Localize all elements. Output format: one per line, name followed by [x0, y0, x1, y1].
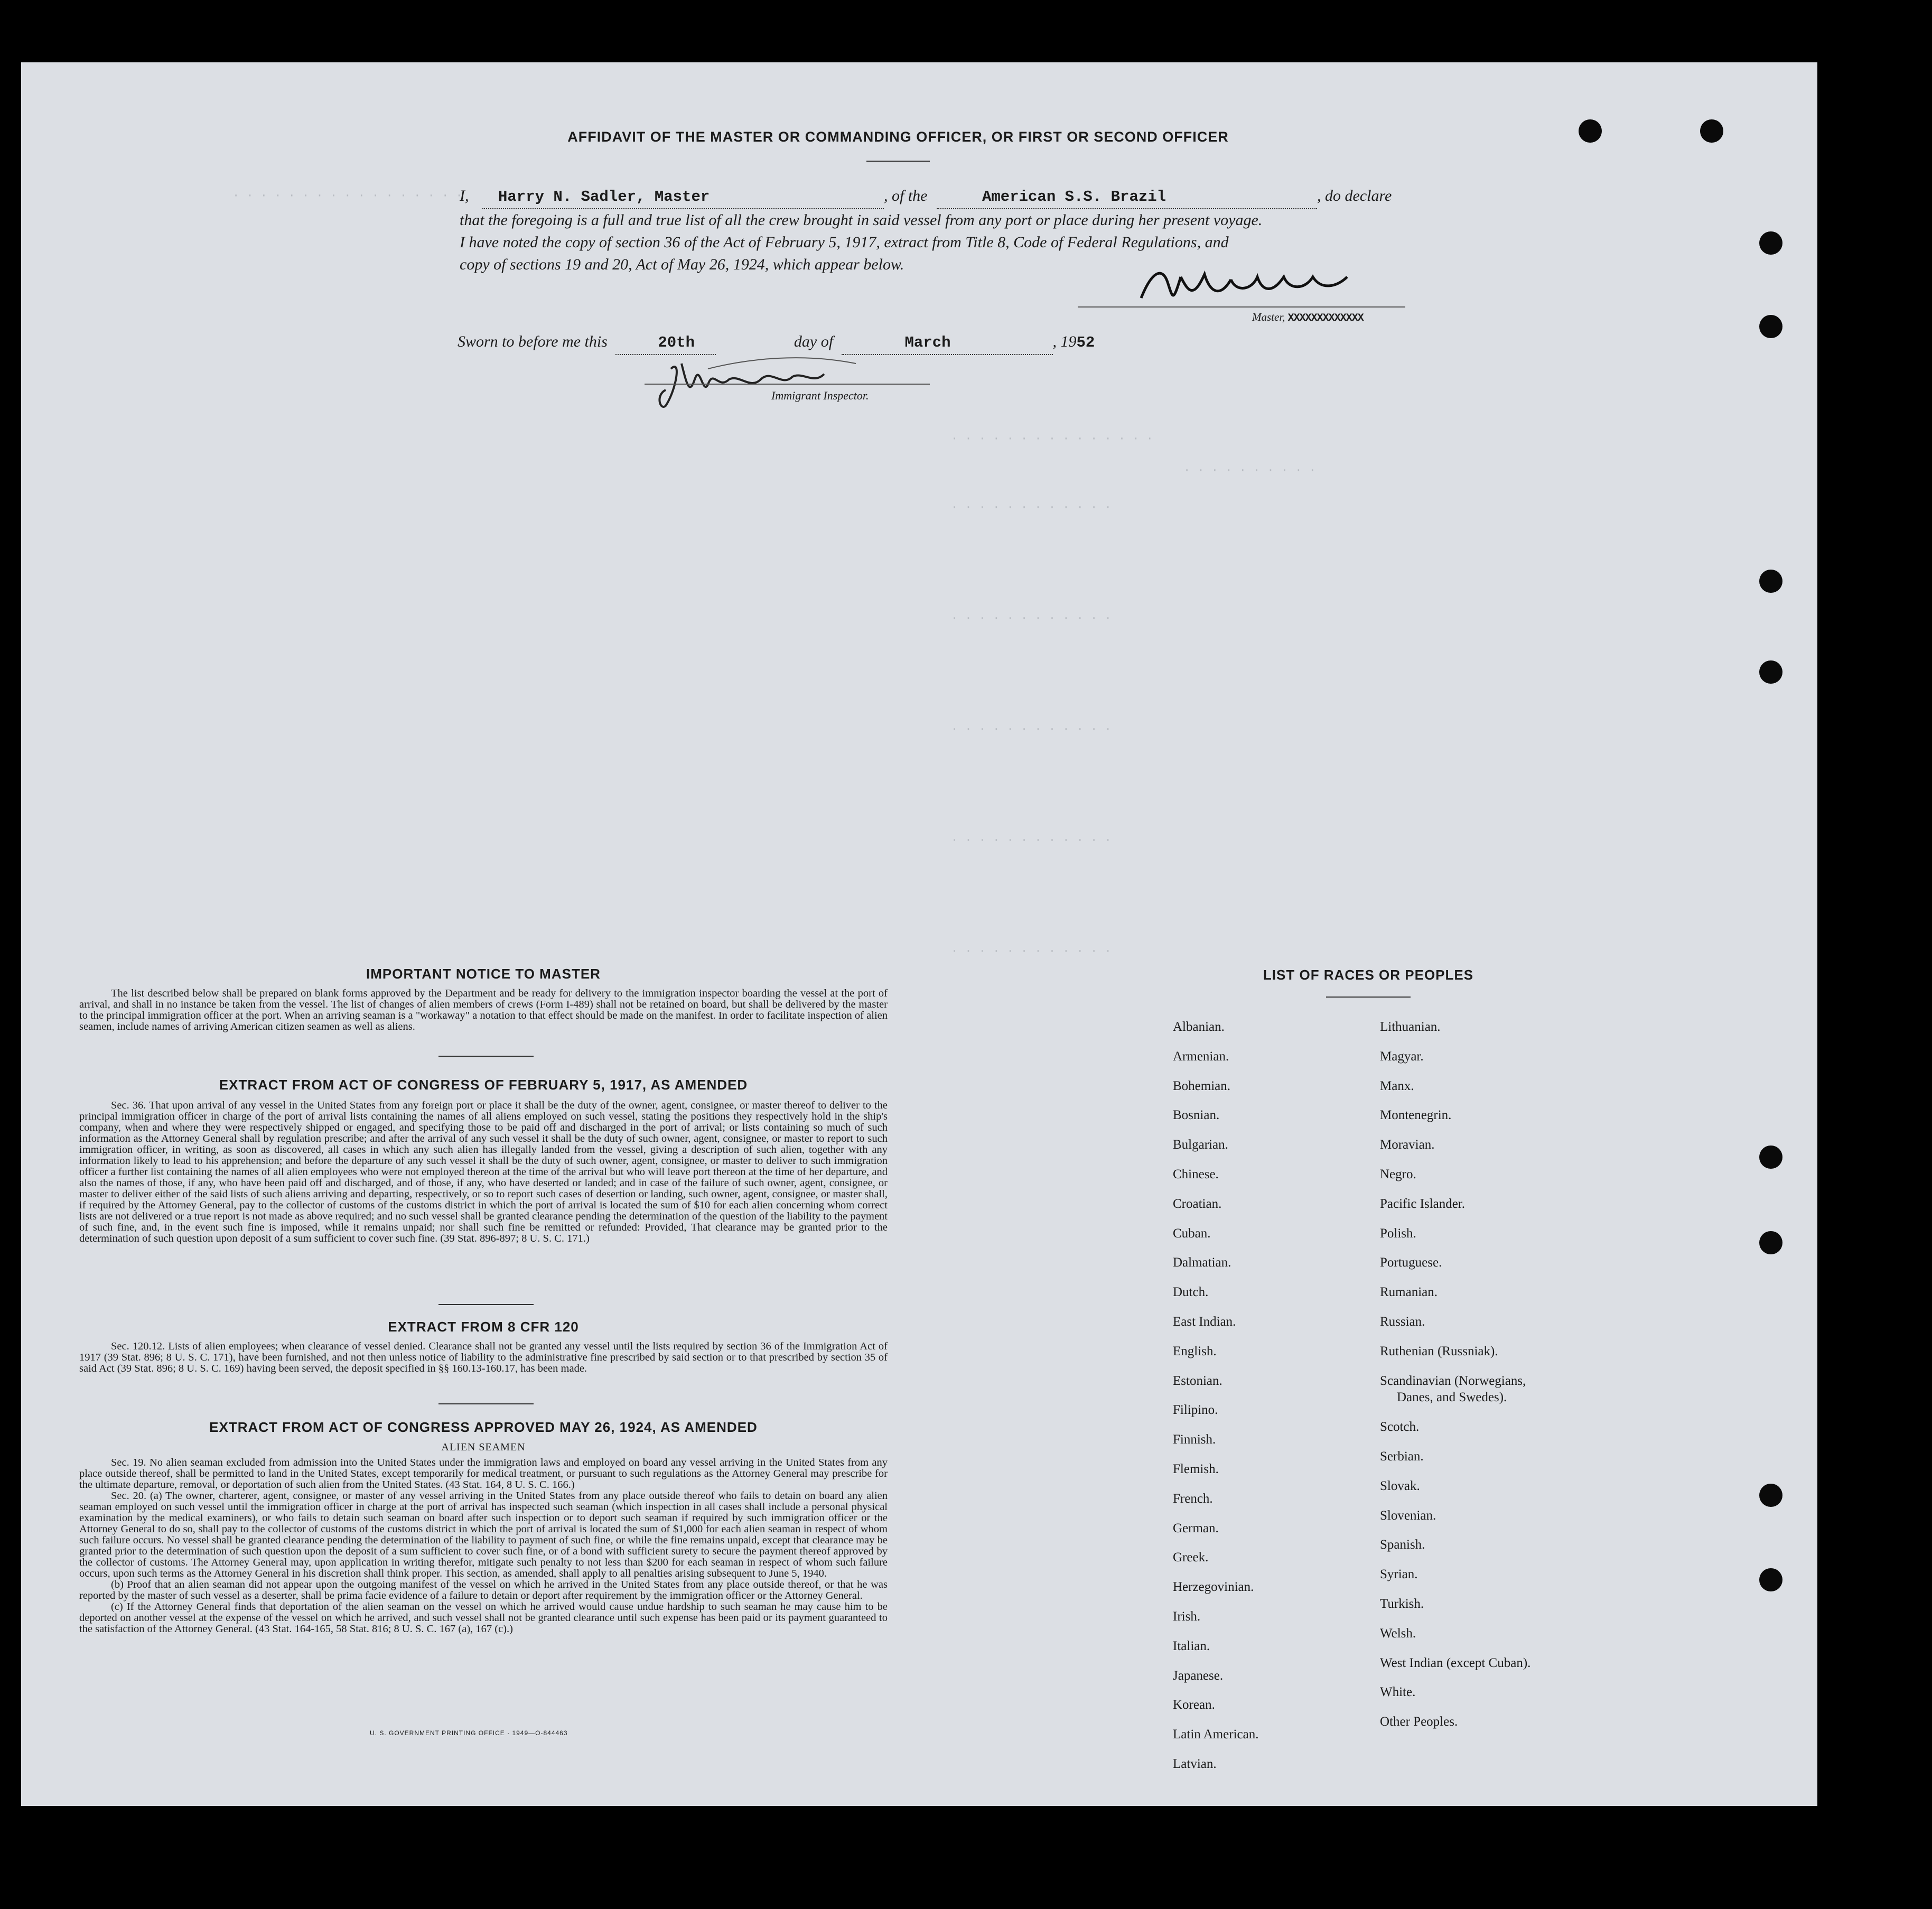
race-item: French. — [1173, 1491, 1213, 1506]
race-item: Armenian. — [1173, 1049, 1229, 1064]
extract-1917-title: EXTRACT FROM ACT OF CONGRESS OF FEBRUARY 5, 1917, AS AMENDED — [219, 1077, 748, 1093]
extract-cfr-rule — [438, 1403, 534, 1404]
master-title — [1252, 311, 1364, 324]
affidavit-title: AFFIDAVIT OF THE MASTER OR COMMANDING OFFICER, OR FIRST OR SECOND OFFICER — [567, 129, 1229, 145]
binder-hole-icon — [1759, 315, 1782, 338]
race-item: Danes, and Swedes). — [1397, 1390, 1507, 1405]
races-right-column — [1380, 1012, 1530, 1737]
vessel-name: American S.S. Brazil — [982, 188, 1166, 206]
race-item: Italian. — [1173, 1638, 1210, 1653]
race-item: Rumanian. — [1380, 1285, 1438, 1300]
race-item: Estonian. — [1173, 1373, 1222, 1388]
notice-body: The list described below shall be prepared on blank forms approved by the Department and be ready for delivery to the immigration inspector boarding the vessel at the port of arrival, and shall in no instance be taken from the vessel. The list of changes of alien members of crews (Form I-489) shall not be retained on board, but shall be delivered by the master to the principal immigration officer at the port. When an arriving seaman is a "workaway" a notation to that effect should be made on the manifest. In order to facilitate inspection of alien seamen, include names of arriving American citizen seamen as well as aliens. — [79, 988, 888, 1032]
declaration-line-3: I have noted the copy of section 36 of the Act of February 5, 1917, extract from Title 8, Code of Federal Regulations, and — [460, 234, 1229, 251]
race-item: East Indian. — [1173, 1314, 1236, 1329]
sworn-month: March — [904, 334, 951, 351]
races-left-column — [1173, 1012, 1258, 1779]
race-item: Dalmatian. — [1173, 1255, 1231, 1270]
race-item: English. — [1173, 1344, 1217, 1358]
year-prefix: , 19 — [1052, 333, 1077, 350]
race-item: Russian. — [1380, 1314, 1425, 1329]
race-item: Albanian. — [1173, 1020, 1225, 1034]
sec-20b-paragraph: (b) Proof that an alien seaman did not appear upon the outgoing manifest of the vessel on which he arrived in the United States from any place outside thereof, or that he was reported by the master of such vessel as a deserter, shall be prima facie evidence of a failure to detain or deport after requirement by the immigration officer or the Attorney General. — [79, 1579, 888, 1601]
race-item: Chinese. — [1173, 1167, 1219, 1181]
race-item: Japanese. — [1173, 1668, 1224, 1683]
binder-hole-icon — [1759, 1568, 1782, 1591]
year-suffix: 52 — [1076, 334, 1095, 351]
binder-hole-icon — [1759, 1484, 1782, 1507]
of-the-label: , of the — [884, 187, 928, 204]
extract-1924-title: EXTRACT FROM ACT OF CONGRESS APPROVED MAY 26, 1924, AS AMENDED — [209, 1419, 758, 1435]
race-item: Croatian. — [1173, 1196, 1222, 1211]
race-item: Herzegovinian. — [1173, 1580, 1254, 1595]
binder-hole-icon — [1759, 660, 1782, 684]
race-item: Serbian. — [1380, 1449, 1424, 1464]
race-item: Slovenian. — [1380, 1508, 1436, 1523]
master-signature-line — [1078, 306, 1405, 308]
races-title: LIST OF RACES OR PEOPLES — [1263, 967, 1474, 983]
race-item: Irish. — [1173, 1609, 1201, 1624]
sec-20c-paragraph: (c) If the Attorney General finds that deportation of the alien seaman on the vessel on which he arrived would cause undue hardship to such seaman he may cause him to be deported on another vessel at the expense of the vessel on which he arrived, and such vessel shall not be granted clearance until such expense has been paid or its payment guaranteed to the satisfaction of the Attorney General. (43 Stat. 164-165, 58 Stat. 816; 8 U. S. C. 167 (a), 167 (c).) — [79, 1601, 888, 1635]
race-item: Other Peoples. — [1380, 1715, 1458, 1729]
race-item: Filipino. — [1173, 1403, 1218, 1418]
race-item: Cuban. — [1173, 1226, 1211, 1241]
race-item: Pacific Islander. — [1380, 1196, 1466, 1211]
do-declare-label: , do declare — [1317, 187, 1392, 204]
race-item: Scandinavian (Norwegians, — [1380, 1373, 1526, 1388]
binder-hole-icon — [1759, 231, 1782, 255]
race-item: Syrian. — [1380, 1567, 1418, 1582]
declaration-line-4: copy of sections 19 and 20, Act of May 26, 1924, which appear below. — [460, 256, 904, 273]
extract-1924-subtitle: ALIEN SEAMEN — [441, 1441, 526, 1453]
sec-19-paragraph: Sec. 19. No alien seaman excluded from admission into the United States under the immigration laws and employed on board any vessel arriving in the United States from any place outside thereof, shall be permitted to land in the United States, except temporarily for medical treatment, or pursuant to such regulations as the Attorney General may prescribe for the ultimate departure, removal, or deportation of such alien from the United States. (43 Stat. 164, 8 U. S. C. 166.) — [79, 1457, 888, 1491]
race-item: Montenegrin. — [1380, 1108, 1452, 1123]
race-item: Magyar. — [1380, 1049, 1424, 1064]
declaration-line-2: that the foregoing is a full and true list of all the crew brought in said vessel from any port or place during her present voyage. — [460, 211, 1263, 229]
inspector-label: Immigrant Inspector. — [771, 389, 869, 402]
notice-rule — [438, 1056, 534, 1057]
extract-1924-body — [79, 1457, 888, 1635]
inspector-signature — [645, 348, 877, 416]
race-item: Scotch. — [1380, 1420, 1420, 1435]
race-item: Negro. — [1380, 1167, 1416, 1181]
race-item: Bosnian. — [1173, 1108, 1220, 1123]
inspector-signature-line — [645, 384, 930, 385]
printer-imprint: U. S. GOVERNMENT PRINTING OFFICE · 1949—O-844463 — [370, 1729, 568, 1737]
race-item: Bohemian. — [1173, 1078, 1231, 1093]
binder-hole-icon — [1700, 119, 1723, 143]
race-item: Moravian. — [1380, 1138, 1435, 1152]
declarant-prefix: I, — [460, 187, 469, 204]
binder-hole-icon — [1759, 1146, 1782, 1169]
race-item: Bulgarian. — [1173, 1138, 1228, 1152]
race-item: Finnish. — [1173, 1432, 1216, 1447]
struck-title: XXXXXXXXXXXXX — [1287, 312, 1364, 324]
race-item: Latin American. — [1173, 1727, 1259, 1742]
race-item: German. — [1173, 1521, 1219, 1535]
day-of-label: day of — [794, 333, 834, 350]
declarant-name: Harry N. Sadler, Master — [498, 188, 710, 206]
master-label: Master, — [1252, 311, 1285, 323]
master-signature — [1131, 261, 1405, 309]
race-item: Turkish. — [1380, 1596, 1424, 1611]
race-item: West Indian (except Cuban). — [1380, 1655, 1531, 1670]
race-item: Slovak. — [1380, 1478, 1420, 1493]
race-item: Latvian. — [1173, 1756, 1217, 1771]
race-item: Ruthenian (Russniak). — [1380, 1344, 1498, 1358]
binder-hole-icon — [1579, 119, 1602, 143]
race-item: Korean. — [1173, 1698, 1215, 1712]
race-item: Manx. — [1380, 1078, 1414, 1093]
extract-1917-rule — [438, 1304, 534, 1305]
affidavit-title-rule — [866, 161, 930, 162]
races-title-rule — [1326, 997, 1411, 998]
sworn-day: 20th — [658, 334, 695, 351]
extract-1917-body: Sec. 36. That upon arrival of any vessel in the United States from any foreign port or place it shall be the duty of the owner, agent, consignee, or master thereof to deliver to the principal immigration officer in charge of the port of arrival lists containing the names of all aliens employed on such vessel, stating the positions they respectively hold in the ship's company, when and where they were respectively shipped or engaged, and specifying those to be paid off and discharged in the port of arrival; or lists containing so much of such information as the Attorney General shall by regulation prescribe; and after the arrival of any such vessel it shall be the duty of such owner, agent, consignee, or master to report to such immigration officer, in writing, as soon as discovered, all cases in which any such alien has illegally landed from the vessel, giving a description of such alien, together with any information likely to lead to his apprehension; and before the departure of any such vessel it shall be the duty of such owner, agent, consignee, or master to deliver to such immigration officer a further list containing the names of all alien employees who were not employed thereon at the time of the arrival but who will leave port thereon at the time of her departure, and also the names of those, if any, who have been paid off and discharged, and of those, if any, who have deserted or landed; and in case of the failure of such owner, agent, consignee, or master to deliver either of the said lists of such aliens arriving and departing, respectively, or so to report such cases of desertion or landing, such owner, agent, consignee, or master shall, if required by the Attorney General, pay to the collector of customs of the customs district in which the port of arrival is located the sum of $10 for each alien concerning whom correct lists are not delivered or a true report is not made as above required; and no such vessel shall be granted clearance pending the determination of the question of the liability to the payment of such fine, and, in the event such fine is imposed, while it remains unpaid; nor shall such fine be remitted or refunded: Provided, That clearance may be granted prior to the determination of such question upon deposit of a sum sufficient to cover such fine. (39 Stat. 896-897; 8 U. S. C. 171.) — [79, 1100, 888, 1244]
race-item: Spanish. — [1380, 1538, 1425, 1552]
extract-cfr-body: Sec. 120.12. Lists of alien employees; when clearance of vessel denied. Clearance shall not be granted any vessel until the lists required by section 36 of the Immigration Act of 1917 (39 Stat. 896; 8 U. S. C. 171), have been furnished, and not then unless notice of liability to the administrative fine prescribed by said section or to that prescribed by section 35 of said Act (39 Stat. 896; 8 U. S. C. 169) having been served, the deposit specified in §§ 160.13-160.17, has been made. — [79, 1340, 888, 1374]
race-item: Lithuanian. — [1380, 1020, 1441, 1034]
document-page: · · · · · · · · · · · · · · · · · · · · · · · · · · · · · · · · · · · · · · · · · · · · · · · · · · · · · · · · · · · · · · · · · · · · · · · · · · · · · · · · · · · · · · · · · · · · · · · · · · · · · · AFFIDAVIT OF THE MASTER OR COMMANDING OFFICER, OR FIRST OR SECOND OFFICER I, Harry N. Sadler, Master , of the American S.S. Brazil , do declare that the foregoing is a full and true list of all the crew brought in said vessel from any port or place during her present voyage. I have noted the copy of section 36 of the Act of February 5, 1917, extract from Title 8, Code of Federal Regulations, and copy of sections 19 and 20, Act of May 26, 1924, which appear below. Master, XXXXXXXXXXXXX Sworn to before me this 20th day of March , 1952 Immigrant Inspector. IMPORTANT NOTICE TO MASTER The list described below shall be prepared on blank forms approved by the Department and be ready for delivery to the immigration inspector boarding the vessel at the port of arrival, and shall in no instance be taken from the vessel. The list of changes of alien members of crews (Form I-489) shall not be retained on board, but shall be delivered by the master to the principal immigration officer at the port. When an arriving seaman is a "workaway" a notation to that effect should be made on the manifest. In order to facilitate inspection of alien seamen, include names of arriving American citizen seamen as well as aliens. EXTRACT FROM ACT OF CONGRESS OF FEBRUARY 5, 1917, AS AMENDED Sec. 36. That upon arrival of any vessel in the United States from any foreign port or place it shall be the duty of the owner, agent, consignee, or master thereof to deliver to the principal immigration officer in charge of the port of arrival lists containing the names of all aliens employed on such vessel, stating the positions they respectively hold in the ship's company, when and where they were respectively shipped or engaged, and specifying those to be paid off and discharged in the port of arrival; or lists containing so much of such information as the Attorney General shall by regulation prescribe; and after the arrival of any such vessel it shall be the duty of such owner, agent, consignee, or master to report to such immigration officer, in writing, as soon as discovered, all cases in which any such alien has illegally landed from the vessel, giving a description of such alien, together with any information likely to lead to his apprehension; and before the departure of any such vessel it shall be the duty of such owner, agent, consignee, or master to deliver to such immigration officer a further list containing the names of all alien employees who were not employed thereon at the time of the arrival but who will leave port thereon at the time of her departure, and also the names of those, if any, who have been paid off and discharged, and of those, if any, who have deserted or landed; and in case of the failure of such owner, agent, consignee, or master to deliver either of the said lists of such aliens arriving and departing, respectively, or so to report such cases of desertion or landing, such owner, agent, consignee, or master shall, if required by the Attorney General, pay to the collector of customs of the customs district in which the port of arrival is located the sum of $10 for each alien concerning whom correct lists are not delivered or a true report is not made as above required; and no such vessel shall be granted clearance pending the determination of the question of the liability to the payment of such fine, and, in the event such fine is imposed, while it remains unpaid; nor shall such fine be remitted or refunded: Provided, That clearance may be granted prior to the determination of such question upon deposit of a sum sufficient to cover such fine. (39 Stat. 896-897; 8 U. S. C. 171.) EXTRACT FROM 8 CFR 120 Sec. 120.12. Lists of alien employees; when clearance of vessel denied. Clearance shall not be granted any vessel until the lists required by section 36 of the Immigration Act of 1917 (39 Stat. 896; 8 U. S. C. 171), have been furnished, and not then unless notice of liability to the administrative fine prescribed by said section or to that prescribed by section 35 of said Act (39 Stat. 896; 8 U. S. C. 169) having been served, the deposit specified in §§ 160.13-160.17, has been made. EXTRACT FROM ACT OF CONGRESS APPROVED MAY 26, 1924, AS AMENDED ALIEN SEAMEN Sec. 19. No alien seaman excluded from admission into the United States under the immigration laws and employed on board any vessel arriving in the United States from any place outside thereof, shall be permitted to land in the United States, except temporarily for medical treatment, or pursuant to such regulations as the Attorney General may prescribe for the ultimate departure, removal, or deportation of such alien from the United States. (43 Stat. 164, 8 U. S. C. 166.) Sec. 20. (a) The owner, charterer, agent, consignee, or master of any vessel arriving in the United States from any place outside thereof who fails to detain on board any alien seaman employed on such vessel until the immigration officer in charge at the port of arrival has inspected such seaman (which inspection in all cases shall include a personal physical examination by the medical examiners), or who fails to detain such seaman on board after such inspection or to deport such seaman if required by such immigration officer or the Attorney General to do so, shall pay to the collector of customs of the customs district in which the port of arrival is located the sum of $1,000 for each alien seaman in respect of whom such failure occurs. No vessel shall be granted clearance pending the determination of the liability to payment of such fine, or while the fine remains unpaid, except that clearance may be granted prior to the determination of such question upon the deposit of a sum sufficient to cover such fine, or of a bond with sufficient surety to secure the payment thereof approved by the collector of customs. The Attorney General may, upon application in writing therefor, mitigate such penalty to not less than $200 for each seaman in respect of whom such failure occurs, upon such terms as the Attorney General in his discretion shall think proper. This section, as amended, shall apply to all penalties arising subsequent to June 5, 1940. (b) Proof that an alien seaman did not appear upon the outgoing manifest of the vessel on which he arrived in the United States from any place outside thereof, or that he was reported by the master of such vessel as a deserter, shall be prima facie evidence of a failure to detain or deport after requirement by the immigration officer or the Attorney General. (c) If the Attorney General finds that deportation of the alien seaman on the vessel on which he arrived would cause undue hardship to such seaman he may cause him to be deported on another vessel at the expense of the vessel on which he arrived, and such vessel shall not be granted clearance until such expense has been paid or its payment guaranteed to the satisfaction of the Attorney General. (43 Stat. 164-165, 58 Stat. 816; 8 U. S. C. 167 (a), 167 (c).) U. S. GOVERNMENT PRINTING OFFICE · 1949—O-844463 LIST OF RACES OR PEOPLES Albanian. Armenian. Bohemian. Bosnian. Bulgarian. Chinese. Croatian. Cuban. Dalmatian. Dutch. East Indian. English. Estonian. Filipino. Finnish. Flemish. French. German. Greek. Herzegovinian. Irish. Italian. Japanese. Korean. Latin American. Latvian. Lithuanian. Magyar. Manx. Montenegrin. Moravian. Negro. Pacific Islander. Polish. Portuguese. Rumanian. Russian. Ruthenian (Russniak). Scandinavian (Norwegians, Danes, and Swedes). Scotch. Serbian. Slovak. Slovenian. Spanish. Syrian. Turkish. Welsh. West Indian (except Cuban). White. Other Peoples. — [21, 62, 1817, 1806]
race-item: Greek. — [1173, 1550, 1209, 1565]
sec-20a-paragraph: Sec. 20. (a) The owner, charterer, agent, consignee, or master of any vessel arriving in the United States from any place outside thereof who fails to detain on board any alien seaman employed on such vessel until the immigration officer in charge at the port of arrival has inspected such seaman (which inspection in all cases shall include a personal physical examination by the medical examiners), or who fails to detain such seaman on board after such inspection or to deport such seaman if required by such immigration officer or the Attorney General to do so, shall pay to the collector of customs of the customs district in which the port of arrival is located the sum of $1,000 for each alien seaman in respect of whom such failure occurs. No vessel shall be granted clearance pending the determination of the liability to payment of such fine, or while the fine remains unpaid, except that clearance may be granted prior to the determination of such question upon the deposit of a sum sufficient to cover such fine, or of a bond with sufficient surety to secure the payment thereof approved by the collector of customs. The Attorney General may, upon application in writing therefor, mitigate such penalty to not less than $200 for each seaman in respect of whom such failure occurs, upon such terms as the Attorney General in his discretion shall think proper. This section, as amended, shall apply to all penalties arising subsequent to June 5, 1940. — [79, 1490, 888, 1579]
race-item: Polish. — [1380, 1226, 1416, 1241]
race-item: Flemish. — [1173, 1461, 1219, 1476]
race-item: Portuguese. — [1380, 1255, 1442, 1270]
race-item: Dutch. — [1173, 1285, 1209, 1300]
race-item: White. — [1380, 1685, 1416, 1700]
binder-hole-icon — [1759, 570, 1782, 593]
notice-title: IMPORTANT NOTICE TO MASTER — [366, 966, 601, 982]
extract-cfr-title: EXTRACT FROM 8 CFR 120 — [388, 1319, 579, 1335]
binder-hole-icon — [1759, 1231, 1782, 1254]
race-item: Welsh. — [1380, 1626, 1416, 1641]
sworn-label: Sworn to before me this — [458, 333, 608, 350]
